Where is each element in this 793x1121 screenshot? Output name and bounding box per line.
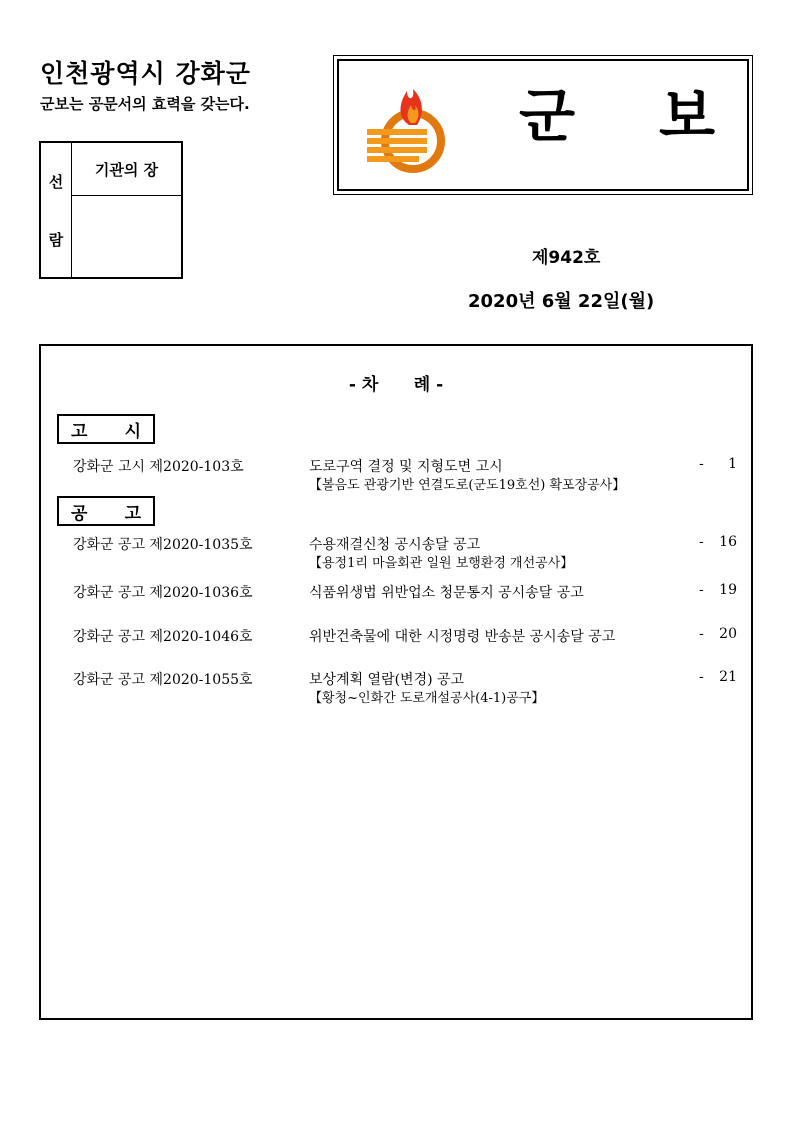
gazette-subtitle: 군보는 공문서의 효력을 갖는다. (40, 95, 250, 113)
entry-subtitle: 【용정1리 마을회관 일원 보행환경 개선공사】 (309, 556, 574, 571)
entry-page: 21 (719, 669, 737, 685)
entry-title: 위반건축물에 대한 시정명령 반송분 공시송달 공고 (309, 629, 616, 645)
title-box-inner (337, 59, 749, 191)
entry-reference: 강화군 공고 제2020-1035호 (73, 537, 253, 553)
entry-dash: - (699, 534, 704, 550)
entry-page: 1 (728, 456, 737, 472)
entry-page: 16 (719, 534, 737, 550)
entry-title: 수용재결신청 공시송달 공고 (309, 537, 481, 553)
section-label-char: 시 (124, 421, 141, 442)
approval-side-column (41, 143, 72, 277)
entry-title: 보상계획 열람(변경) 공고 (309, 672, 465, 688)
section-label-char: 고 (71, 421, 88, 442)
entry-reference: 강화군 공고 제2020-1055호 (73, 672, 253, 688)
entry-subtitle: 【황청~인화간 도로개설공사(4-1)공구】 (309, 691, 545, 706)
county-emblem-icon (363, 85, 455, 173)
approval-head-label: 기관의 장 (72, 143, 181, 196)
toc-entry[interactable] (73, 669, 737, 705)
entry-title: 식품위생법 위반업소 청문통지 공시송달 공고 (309, 585, 584, 601)
section-label-char: 공 (71, 503, 88, 524)
toc-entry[interactable] (73, 456, 737, 492)
issue-number: 제942호 (532, 248, 601, 268)
title-char-2: 보 (659, 82, 716, 150)
toc-entry[interactable] (73, 626, 737, 646)
approval-box (39, 141, 183, 279)
entry-page: 19 (719, 582, 737, 598)
entry-dash: - (699, 582, 704, 598)
entry-subtitle: 【볼음도 관광기반 연결도로(군도19호선) 확포장공사】 (309, 478, 626, 493)
county-name: 인천광역시 강화군 (40, 59, 251, 88)
issue-date: 2020년 6월 22일(월) (468, 291, 655, 312)
entry-reference: 강화군 공고 제2020-1036호 (73, 585, 253, 601)
toc-heading: - 차 례 - (348, 375, 444, 395)
section-label-notice (57, 414, 155, 444)
entry-dash: - (699, 626, 704, 642)
section-label-char: 고 (124, 503, 141, 524)
title-char-1: 군 (519, 82, 576, 150)
toc-entry[interactable] (73, 534, 737, 570)
entry-page: 20 (719, 626, 737, 642)
entry-title: 도로구역 결정 및 지형도면 고시 (309, 459, 503, 475)
section-label-announcement (57, 496, 155, 526)
approval-side-label-1: 선 (48, 173, 64, 191)
entry-reference: 강화군 고시 제2020-103호 (73, 459, 244, 475)
title-box (333, 55, 753, 195)
approval-side-label-2: 람 (48, 231, 64, 249)
entry-reference: 강화군 공고 제2020-1046호 (73, 629, 253, 645)
table-of-contents (39, 344, 753, 1020)
toc-entry[interactable] (73, 582, 737, 602)
entry-dash: - (699, 669, 704, 685)
entry-dash: - (699, 456, 704, 472)
